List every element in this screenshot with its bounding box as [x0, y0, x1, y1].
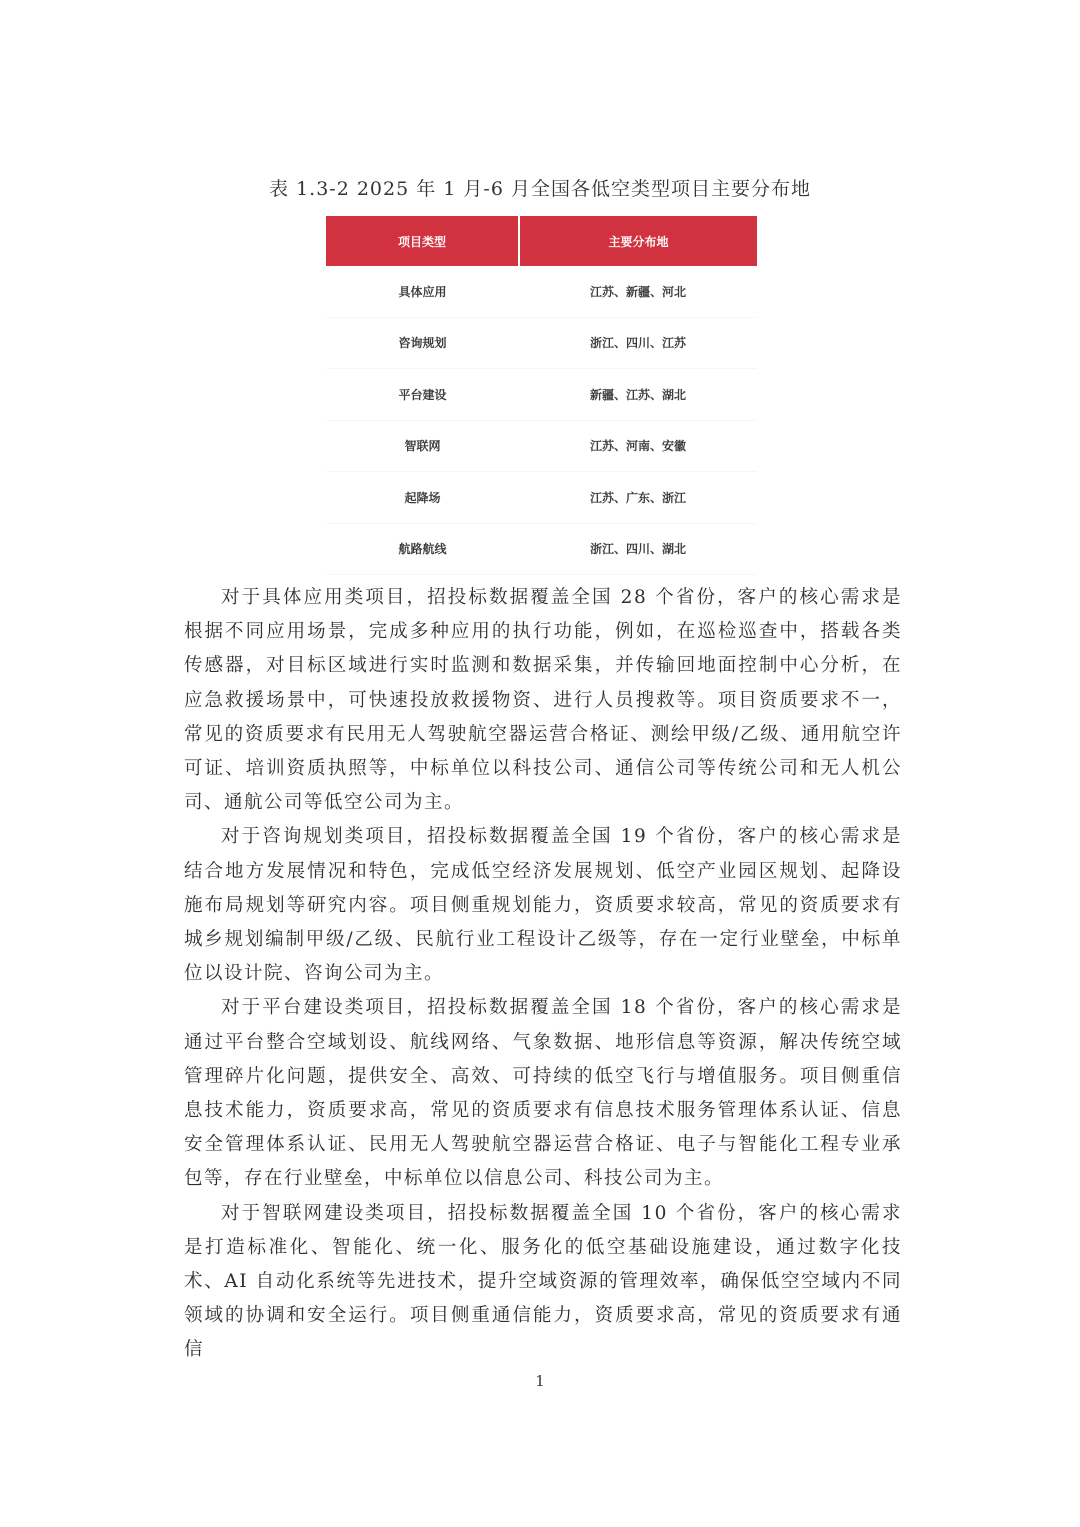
- paragraph-application-projects: 对于具体应用类项目，招投标数据覆盖全国 28 个省份，客户的核心需求是根据不同应用场景，完成多种应用的执行功能，例如，在巡检巡查中，搭载各类传感器，对目标区域进行实时监测和数据采集，并传输回地面控制中心分析，在应急救援场景中，可快速投放救援物资、进行人员搜救等。项目资质要求不一，常见的资质要求有民用无人驾驶航空器运营合格证、测绘甲级/乙级、通用航空许可证、培训资质执照等，中标单位以科技公司、通信公司等传统公司和无人机公司、通航公司等低空公司为主。: [184, 587, 902, 814]
- table-row: [326, 317, 757, 369]
- table-header-row: [326, 216, 757, 266]
- table-caption: 表 1.3-2 2025 年 1 月-6 月全国各低空类型项目主要分布地: [269, 178, 811, 200]
- cell-project-type: 咨询规划: [326, 317, 519, 369]
- paragraph-consulting-projects: 对于咨询规划类项目，招投标数据覆盖全国 19 个省份，客户的核心需求是结合地方发展情况和特色，完成低空经济发展规划、低空产业园区规划、起降设施布局规划等研究内容。项目侧重规划能力，资质要求较高，常见的资质要求有城乡规划编制甲级/乙级、民航行业工程设计乙级等，存在一定行业壁垒，中标单位以设计院、咨询公司为主。: [184, 826, 902, 985]
- table-row: [326, 420, 757, 472]
- table-row: [326, 369, 757, 421]
- table-row: [326, 266, 757, 317]
- cell-project-type: 具体应用: [326, 266, 519, 317]
- paragraph-platform-projects: 对于平台建设类项目，招投标数据覆盖全国 18 个省份，客户的核心需求是通过平台整合空域划设、航线网络、气象数据、地形信息等资源，解决传统空域管理碎片化问题，提供安全、高效、可持续的低空飞行与增值服务。项目侧重信息技术能力，资质要求高，常见的资质要求有信息技术服务管理体系认证、信息安全管理体系认证、民用无人驾驶航空器运营合格证、电子与智能化工程专业承包等，存在行业壁垒，中标单位以信息公司、科技公司为主。: [184, 997, 902, 1190]
- cell-project-type: 平台建设: [326, 369, 519, 421]
- cell-regions: 新疆、江苏、湖北: [519, 369, 757, 421]
- cell-regions: 浙江、四川、江苏: [519, 317, 757, 369]
- cell-project-type: 起降场: [326, 472, 519, 524]
- table-row: [326, 472, 757, 524]
- page-number: 1: [535, 1372, 545, 1390]
- cell-project-type: 航路航线: [326, 523, 519, 575]
- paragraph-smart-network-projects: 对于智联网建设类项目，招投标数据覆盖全国 10 个省份，客户的核心需求是打造标准化、智能化、统一化、服务化的低空基础设施建设，通过数字化技术、AI 自动化系统等先进技术，提升空域资源的管理效率，确保低空空域内不同领域的协调和安全运行。项目侧重通信能力，资质要求高，常见的资质要求有通信: [184, 1202, 902, 1361]
- cell-regions: 江苏、广东、浙江: [519, 472, 757, 524]
- header-main-regions: 主要分布地: [519, 216, 757, 266]
- body-text: [184, 581, 902, 1368]
- cell-regions: 浙江、四川、湖北: [519, 523, 757, 575]
- distribution-table: [326, 216, 757, 575]
- header-project-type: 项目类型: [326, 216, 519, 266]
- cell-regions: 江苏、河南、安徽: [519, 420, 757, 472]
- cell-project-type: 智联网: [326, 420, 519, 472]
- table-row: [326, 523, 757, 575]
- cell-regions: 江苏、新疆、河北: [519, 266, 757, 317]
